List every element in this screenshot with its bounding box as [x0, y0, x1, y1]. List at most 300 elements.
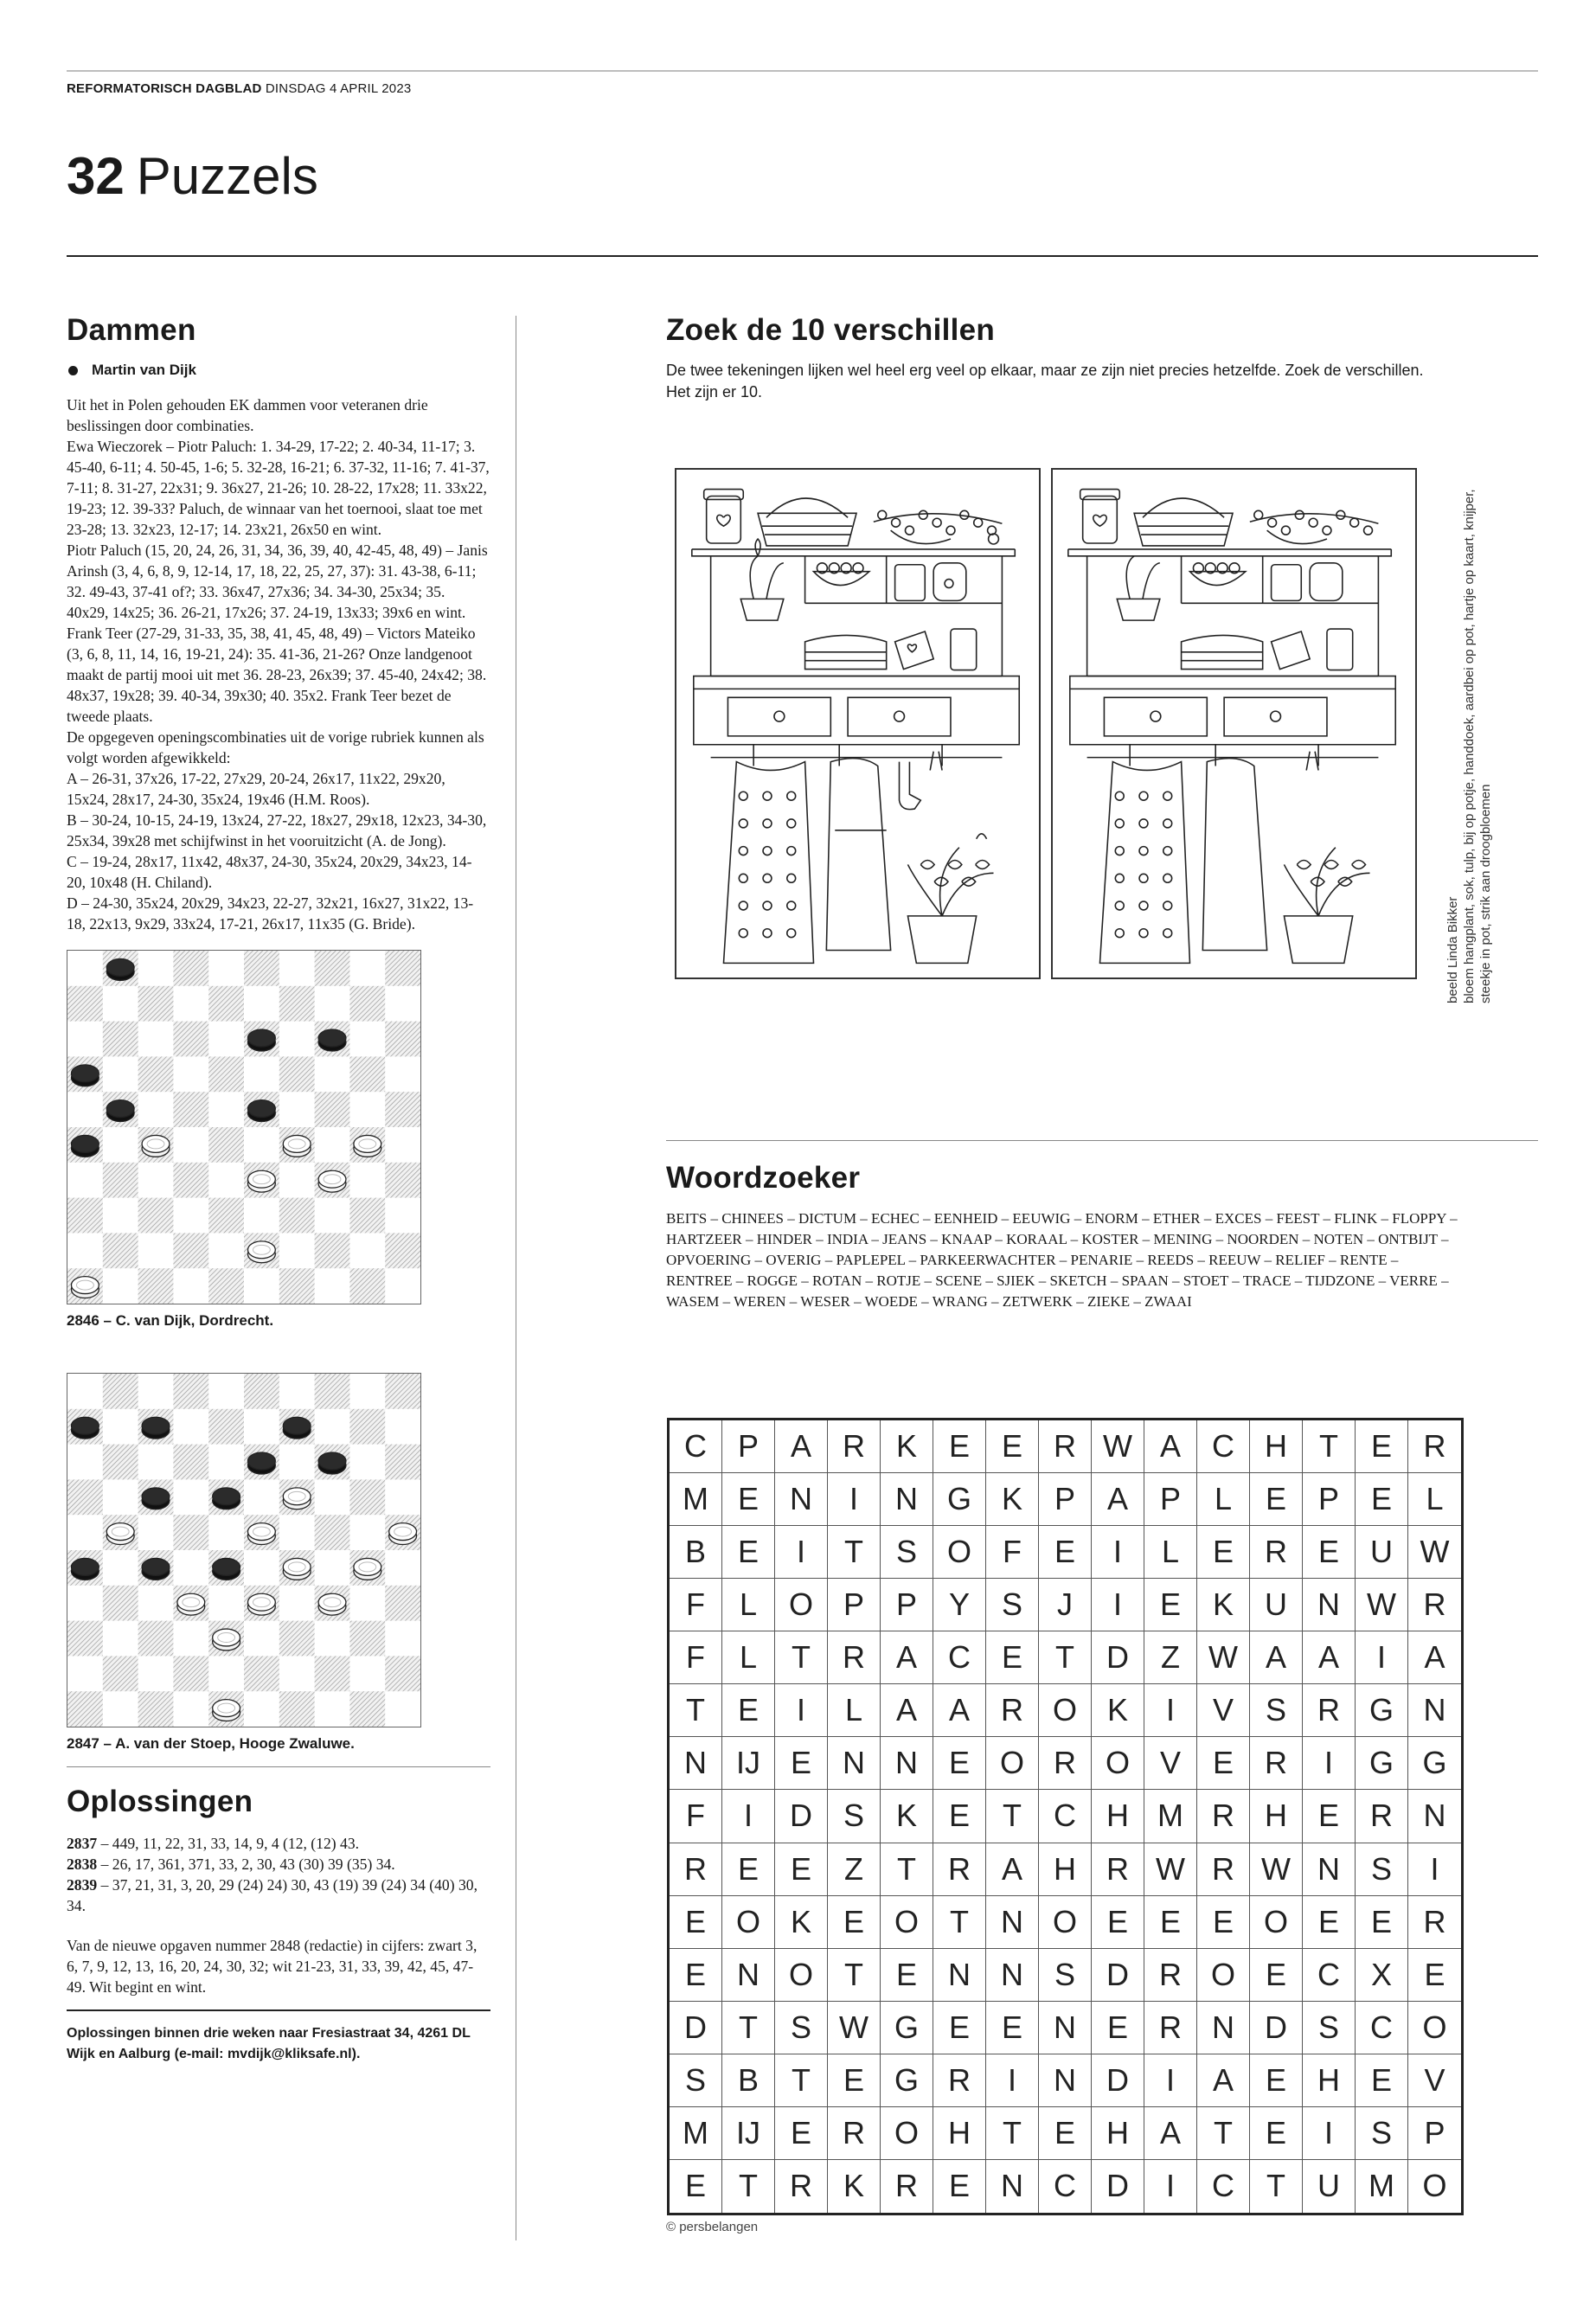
grid-cell: R: [670, 1843, 722, 1896]
dark-square: [349, 1056, 385, 1092]
dark-square: [67, 986, 103, 1022]
grid-cell: F: [986, 1526, 1039, 1579]
grid-cell: E: [1039, 1526, 1092, 1579]
grid-cell: I: [1408, 1843, 1461, 1896]
grid-cell: R: [1356, 1790, 1408, 1843]
jar: [704, 490, 744, 543]
grid-cell: E: [1356, 2054, 1408, 2107]
grid-cell: Z: [828, 1843, 881, 1896]
white-piece: [247, 1523, 275, 1545]
white-piece: [177, 1593, 205, 1615]
grid-cell: I: [1144, 2160, 1197, 2213]
grid-cell: R: [1197, 1790, 1250, 1843]
masthead-paper: REFORMATORISCH DAGBLAD: [67, 81, 262, 96]
dark-square: [349, 1268, 385, 1304]
grid-cell: M: [1144, 1790, 1197, 1843]
grid-cell: I: [986, 2054, 1039, 2107]
grid-cell: I: [1144, 1684, 1197, 1737]
dark-square: [244, 1374, 279, 1409]
grid-cell: V: [1197, 1684, 1250, 1737]
drawer-unit: [1070, 676, 1395, 745]
grid-cell: E: [722, 1473, 775, 1526]
grid-cell: S: [1303, 2002, 1356, 2054]
grid-cell: A: [1250, 1631, 1303, 1684]
dark-square: [208, 1127, 244, 1163]
grid-cell: H: [1250, 1790, 1303, 1843]
dark-square: [173, 1515, 208, 1550]
masthead: [67, 81, 411, 96]
dark-square: [103, 1656, 138, 1691]
white-piece: [283, 1558, 311, 1580]
grid-cell: C: [933, 1631, 986, 1684]
grid-cell: E: [1197, 1896, 1250, 1949]
divider: [67, 1766, 490, 1767]
clothes-peg: [1306, 752, 1318, 771]
grid-cell: G: [933, 1473, 986, 1526]
grid-cell: E: [1092, 2002, 1144, 2054]
grid-cell: E: [1250, 1949, 1303, 2002]
grid-cell: P: [881, 1579, 933, 1631]
dark-square: [349, 1691, 385, 1727]
grid-cell: K: [828, 2160, 881, 2213]
card: [1272, 631, 1311, 670]
grid-cell: O: [881, 1896, 933, 1949]
dammen-paragraph: B – 30-24, 10-15, 24-19, 13x24, 27-22, 18x27, 29x18, 12x23, 34-30, 25x34, 39x28 met schijfwinst in het vooruitzicht (A. de Jong).: [67, 811, 487, 849]
white-piece: [71, 1277, 99, 1298]
grid-cell: O: [722, 1896, 775, 1949]
grid-cell: M: [670, 1473, 722, 1526]
grid-cell: D: [670, 2002, 722, 2054]
grid-cell: L: [1144, 1526, 1197, 1579]
small-jar: [1327, 629, 1353, 670]
dark-square: [173, 1233, 208, 1268]
grid-cell: M: [670, 2107, 722, 2160]
grid-cell: R: [1039, 1420, 1092, 1473]
hanging-plant: [1250, 510, 1379, 543]
oplossingen-list: [67, 1833, 490, 1916]
tulip-pot: [740, 539, 784, 620]
grid-cell: T: [1197, 2107, 1250, 2160]
woordzoeker-title: Woordzoeker: [666, 1161, 861, 1195]
grid-cell: E: [1144, 1579, 1197, 1631]
dark-square: [385, 1586, 420, 1621]
grid-cell: N: [1039, 2054, 1092, 2107]
grid-cell: D: [1092, 1949, 1144, 2002]
grid-cell: H: [1092, 1790, 1144, 1843]
grid-cell: T: [1303, 1420, 1356, 1473]
dark-square: [138, 986, 174, 1022]
solution-number: 2837: [67, 1835, 98, 1852]
draughts-board-2847: [67, 1373, 421, 1727]
grid-cell: T: [933, 1896, 986, 1949]
grid-cell: U: [1250, 1579, 1303, 1631]
white-piece: [213, 1700, 240, 1721]
page-section: Puzzels: [136, 147, 318, 205]
white-piece: [247, 1170, 275, 1192]
bullet-icon: [68, 366, 78, 375]
dark-square: [385, 1445, 420, 1480]
jar: [1080, 490, 1120, 543]
grid-cell: S: [986, 1579, 1039, 1631]
grid-cell: O: [1039, 1684, 1092, 1737]
solution-text: – 449, 11, 22, 31, 33, 14, 9, 4 (12, (12) 43.: [97, 1835, 360, 1852]
grid-cell: C: [1039, 2160, 1092, 2213]
grid-cell: N: [1303, 1579, 1356, 1631]
grid-cell: P: [1408, 2107, 1461, 2160]
grid-cell: A: [1303, 1631, 1356, 1684]
grid-cell: S: [670, 2054, 722, 2107]
dark-square: [173, 1092, 208, 1127]
grid-cell: N: [986, 2160, 1039, 2213]
woordzoeker-wordlist: BEITS – CHINEES – DICTUM – ECHEC – EENHEID – EEUWIG – ENORM – ETHER – EXCES – FEEST – FLINK – FLOPPY – HARTZEER – HINDER – INDIA – JEANS – KNAAP – KORAAL – KOSTER – MENING – NOORDEN – NOTEN – ONTBIJT – OPVOERING – OVERIG – PAPLEPEL – PARKEERWACHTER – PENARIE – REEDS – REEUW – RELIEF – RENTE – RENTREE – ROGGE – ROTAN – ROTJE – SCENE – SJIEK – SKETCH – SPAAN – STOET – TRACE – TIJDZONE – VERRE – WASEM – WEREN – WESER – WOEDE – WRANG – ZETWERK – ZIEKE – ZWAAI: [666, 1210, 1458, 1310]
author-name: Martin van Dijk: [92, 362, 196, 378]
dark-square: [315, 1374, 350, 1409]
grid-cell: D: [1092, 1631, 1144, 1684]
board-caption-2846: 2846 – C. van Dijk, Dordrecht.: [67, 1312, 274, 1329]
black-piece: [106, 1100, 134, 1122]
black-piece: [283, 1417, 311, 1439]
grid-cell: C: [1303, 1949, 1356, 2002]
grid-cell: S: [828, 1790, 881, 1843]
grid-cell: A: [1092, 1473, 1144, 1526]
grid-cell: A: [775, 1420, 828, 1473]
grid-cell: W: [828, 2002, 881, 2054]
dark-square: [138, 1691, 174, 1727]
grid-cell: J: [1039, 1579, 1092, 1631]
grid-cell: T: [1039, 1631, 1092, 1684]
board-caption-2847: 2847 – A. van der Stoep, Hooge Zwaluwe.: [67, 1735, 355, 1752]
grid-cell: S: [881, 1526, 933, 1579]
dammen-paragraph: Ewa Wieczorek – Piotr Paluch: 1. 34-29, 17-22; 2. 40-34, 11-17; 3. 45-40, 6-11; 4. 50-45, 1-6; 5. 32-28, 16-21; 6. 37-32, 11-16; 7. 41-37, 7-11; 8. 31-27, 22x31; 9. 36x27, 21-26; 10. 28-22, 17x28; 11. 33x22, 19-23; 12. 39-33? Paluch, de winnaar van het toernooi, slaat toe met 23-28; 13. 32x23, 12-17; 14. 23x21, 26x50 en wint.: [67, 438, 490, 538]
dark-square: [349, 1409, 385, 1445]
grid-cell: L: [1197, 1473, 1250, 1526]
black-piece: [142, 1417, 170, 1439]
dark-square: [103, 1445, 138, 1480]
grid-cell: I: [828, 1473, 881, 1526]
top-rule: [67, 70, 1538, 72]
dark-square: [208, 1198, 244, 1234]
grid-cell: C: [1039, 1790, 1092, 1843]
grid-cell: C: [1197, 2160, 1250, 2213]
black-piece: [318, 1029, 346, 1051]
grid-cell: G: [1356, 1684, 1408, 1737]
dark-square: [173, 1656, 208, 1691]
draughts-board-2846: [67, 950, 421, 1304]
grid-cell: E: [1356, 1896, 1408, 1949]
grid-cell: O: [775, 1579, 828, 1631]
drawing-right: [1051, 468, 1417, 979]
illustration-credit: [1445, 467, 1494, 1003]
solution-text: – 26, 17, 361, 371, 33, 2, 30, 43 (30) 39 (35) 34.: [97, 1856, 395, 1873]
grid-cell: S: [775, 2002, 828, 2054]
grid-cell: D: [775, 1790, 828, 1843]
dark-square: [138, 1198, 174, 1234]
grid-cell: E: [933, 2160, 986, 2213]
grid-cell: R: [986, 1684, 1039, 1737]
grid-cell: R: [1408, 1896, 1461, 1949]
grid-cell: D: [1092, 2160, 1144, 2213]
dark-square: [173, 1163, 208, 1198]
drawer-unit: [694, 676, 1019, 745]
black-piece: [213, 1558, 240, 1580]
black-piece: [142, 1488, 170, 1509]
header-rule: [67, 255, 1538, 257]
grid-cell: P: [1303, 1473, 1356, 1526]
grid-cell: I: [1356, 1631, 1408, 1684]
grid-cell: IJ: [722, 1737, 775, 1790]
copyright: © persbelangen: [666, 2220, 759, 2234]
grid-cell: E: [828, 1896, 881, 1949]
grid-cell: A: [986, 1843, 1039, 1896]
page-title: [67, 145, 318, 208]
oplossingen-address: Oplossingen binnen drie weken naar Fresiastraat 34, 4261 DL Wijk en Aalburg (e-mail: mvdijk@kliksafe.nl).: [67, 2009, 490, 2065]
grid-cell: N: [722, 1949, 775, 2002]
dark-square: [385, 1163, 420, 1198]
grid-cell: V: [1144, 1737, 1197, 1790]
dark-square: [349, 1621, 385, 1657]
grid-cell: I: [775, 1526, 828, 1579]
grid-cell: S: [1356, 1843, 1408, 1896]
black-piece: [71, 1558, 99, 1580]
answers-text: bloem hangplant, sok, tulp, bij op potje, handdoek, aardbei op pot, hartje op kaart, knijper, steekje in pot, strik aan droogbloemen: [1462, 489, 1493, 1003]
grid-cell: H: [1303, 2054, 1356, 2107]
grid-cell: E: [722, 1526, 775, 1579]
grid-cell: R: [1303, 1684, 1356, 1737]
grid-cell: B: [670, 1526, 722, 1579]
grid-cell: R: [1144, 2002, 1197, 2054]
grid-cell: C: [1356, 2002, 1408, 2054]
white-piece: [213, 1629, 240, 1650]
dark-square: [103, 1374, 138, 1409]
basket: [1134, 498, 1233, 546]
grid-cell: R: [1039, 1737, 1092, 1790]
grid-cell: E: [986, 1631, 1039, 1684]
verschillen-intro: De twee tekeningen lijken wel heel erg veel op elkaar, maar ze zijn niet precies hetzelfde. Zoek de verschillen. Het zijn er 10.: [666, 362, 1424, 401]
dark-square: [67, 1198, 103, 1234]
grid-cell: R: [1250, 1526, 1303, 1579]
grid-cell: R: [933, 2054, 986, 2107]
grid-cell: C: [670, 1420, 722, 1473]
small-jar: [951, 629, 977, 670]
grid-cell: S: [1250, 1684, 1303, 1737]
sock: [900, 762, 921, 810]
black-piece: [142, 1558, 170, 1580]
grid-cell: F: [670, 1631, 722, 1684]
dark-square: [349, 1479, 385, 1515]
grid-cell: T: [722, 2160, 775, 2213]
verschillen-title: Zoek de 10 verschillen: [666, 313, 996, 347]
dark-square: [279, 1621, 315, 1657]
dish-towel: [826, 759, 890, 951]
grid-cell: I: [1144, 2054, 1197, 2107]
grid-cell: E: [1408, 1949, 1461, 2002]
dark-square: [208, 986, 244, 1022]
grid-cell: E: [986, 2002, 1039, 2054]
kitchen-shelf-illustration: [676, 470, 1039, 977]
grid-cell: E: [670, 2160, 722, 2213]
shelf-top: [1068, 549, 1391, 556]
grid-cell: K: [881, 1790, 933, 1843]
grid-cell: W: [1408, 1526, 1461, 1579]
grid-cell: H: [1250, 1420, 1303, 1473]
grid-cell: O: [1422, 2168, 1447, 2204]
grid-cell: K: [1092, 1684, 1144, 1737]
solution-line: [67, 1875, 490, 1916]
hanging-plant: [874, 510, 1003, 544]
dark-square: [244, 1656, 279, 1691]
grid-cell: A: [1144, 2107, 1197, 2160]
grid-cell: N: [1303, 1843, 1356, 1896]
dark-square: [385, 1092, 420, 1127]
grid-cell: N: [828, 1737, 881, 1790]
grid-cell: I: [1092, 1579, 1144, 1631]
dark-square: [349, 1198, 385, 1234]
grid-cell: O: [933, 1526, 986, 1579]
dark-square: [315, 1233, 350, 1268]
grid-cell: E: [1250, 2107, 1303, 2160]
grid-cell: N: [1197, 2002, 1250, 2054]
grid-cell: R: [933, 1843, 986, 1896]
grid-cell: N: [1408, 1790, 1461, 1843]
grid-cell: O: [1039, 1896, 1092, 1949]
grid-cell: K: [986, 1473, 1039, 1526]
grid-cell: H: [1092, 2107, 1144, 2160]
black-piece: [247, 1029, 275, 1051]
grid-cell: N: [775, 1473, 828, 1526]
grid-cell: H: [1039, 1843, 1092, 1896]
black-piece: [71, 1065, 99, 1086]
grid-cell: O: [986, 1737, 1039, 1790]
grid-cell: L: [828, 1684, 881, 1737]
grid-cell: I: [775, 1684, 828, 1737]
grid-cell: W: [1092, 1420, 1144, 1473]
strawberry-bowl: [813, 563, 869, 586]
grid-cell: C: [1197, 1420, 1250, 1473]
shelf-top: [692, 549, 1015, 556]
shelf-frame: [1087, 556, 1379, 676]
white-piece: [318, 1593, 346, 1615]
grid-cell: S: [1356, 2107, 1408, 2160]
grid-cell: T: [828, 1526, 881, 1579]
grid-cell: A: [1408, 1631, 1461, 1684]
clothes-peg: [930, 752, 942, 771]
grid-cell: N: [670, 1737, 722, 1790]
grid-cell: E: [1356, 1420, 1408, 1473]
grid-cell: R: [1197, 1843, 1250, 1896]
white-piece: [247, 1593, 275, 1615]
dark-square: [385, 951, 420, 986]
credit-text: beeld Linda Bikker: [1445, 896, 1460, 1003]
white-piece: [283, 1135, 311, 1157]
grid-cell: T: [670, 1684, 722, 1737]
grid-cell: H: [933, 2107, 986, 2160]
black-piece: [106, 958, 134, 980]
shelf-frame: [711, 556, 1003, 676]
grid-cell: G: [1408, 1737, 1461, 1790]
grid-cell: V: [1408, 2054, 1461, 2107]
dark-square: [208, 1409, 244, 1445]
dark-square: [279, 1268, 315, 1304]
grid-cell: T: [828, 1949, 881, 2002]
grid-cell: P: [1039, 1473, 1092, 1526]
masthead-date: DINSDAG 4 APRIL 2023: [265, 81, 412, 96]
grid-cell: E: [1303, 1790, 1356, 1843]
grid-cell: G: [881, 2002, 933, 2054]
grid-cell: D: [1250, 2002, 1303, 2054]
tulip-pot: [1117, 556, 1160, 620]
grid-cell: E: [722, 1843, 775, 1896]
grid-cell: I: [1303, 2107, 1356, 2160]
dark-square: [173, 1445, 208, 1480]
solution-text: – 37, 21, 31, 3, 20, 29 (24) 24) 30, 43 (19) 39 (24) 34 (40) 30, 34.: [67, 1876, 478, 1914]
grid-cell: N: [933, 1949, 986, 2002]
dark-square: [279, 1056, 315, 1092]
dammen-paragraph: A – 26-31, 37x26, 17-22, 27x29, 20-24, 26x17, 11x22, 29x20, 15x24, 28x17, 24-30, 35x24, 19x46 (H.M. Roos).: [67, 770, 445, 808]
grid-cell: I: [1092, 1526, 1144, 1579]
grid-cell: K: [775, 1896, 828, 1949]
grid-cell: R: [881, 2160, 933, 2213]
dark-square: [385, 1022, 420, 1057]
dammen-column: [67, 311, 490, 2065]
grid-cell: L: [722, 1579, 775, 1631]
canisters: [895, 563, 966, 601]
black-piece: [71, 1135, 99, 1157]
grid-cell: E: [933, 2002, 986, 2054]
dark-square: [385, 1656, 420, 1691]
grid-cell: G: [881, 2054, 933, 2107]
grid-cell: R: [828, 2107, 881, 2160]
dark-square: [173, 1022, 208, 1057]
grid-cell: O: [1197, 1949, 1250, 2002]
grid-cell: N: [1039, 2002, 1092, 2054]
dark-square: [103, 1586, 138, 1621]
grid-cell: T: [1250, 2160, 1303, 2213]
grid-cell: E: [933, 1790, 986, 1843]
dark-square: [208, 1056, 244, 1092]
grid-cell: B: [722, 2054, 775, 2107]
grid-cell: R: [828, 1420, 881, 1473]
dark-square: [67, 1479, 103, 1515]
dark-square: [138, 1268, 174, 1304]
dark-square: [244, 951, 279, 986]
kitchen-shelf-illustration: [1053, 470, 1415, 977]
grid-cell: E: [881, 1949, 933, 2002]
dark-square: [315, 1656, 350, 1691]
canisters: [1272, 563, 1343, 601]
hook-rail: [711, 745, 1003, 766]
grid-cell: E: [986, 1420, 1039, 1473]
grid-cell: G: [1356, 1737, 1408, 1790]
grid-cell: U: [1356, 1526, 1408, 1579]
grid-cell: Z: [1144, 1631, 1197, 1684]
grid-cell: T: [881, 1843, 933, 1896]
grid-cell: M: [1356, 2160, 1408, 2213]
grid-cell: E: [933, 1737, 986, 1790]
dark-square: [173, 951, 208, 986]
solution-number: 2838: [67, 1856, 98, 1873]
dark-square: [103, 1233, 138, 1268]
grid-cell: R: [1144, 1949, 1197, 2002]
grid-cell: T: [722, 2002, 775, 2054]
grid-cell: E: [722, 1684, 775, 1737]
oplossingen-note: Van de nieuwe opgaven nummer 2848 (redactie) in cijfers: zwart 3, 6, 7, 9, 12, 13, 16, 20, 24, 30, 32; wit 21-23, 31, 33, 39, 42, 45, 47-49. Wit begint en wint.: [67, 1937, 478, 1996]
drawing-left: [675, 468, 1041, 979]
black-piece: [213, 1488, 240, 1509]
grid-cell: W: [1356, 1579, 1408, 1631]
grid-cell: O: [881, 2107, 933, 2160]
grid-cell: K: [881, 1420, 933, 1473]
grid-cell: I: [722, 1790, 775, 1843]
